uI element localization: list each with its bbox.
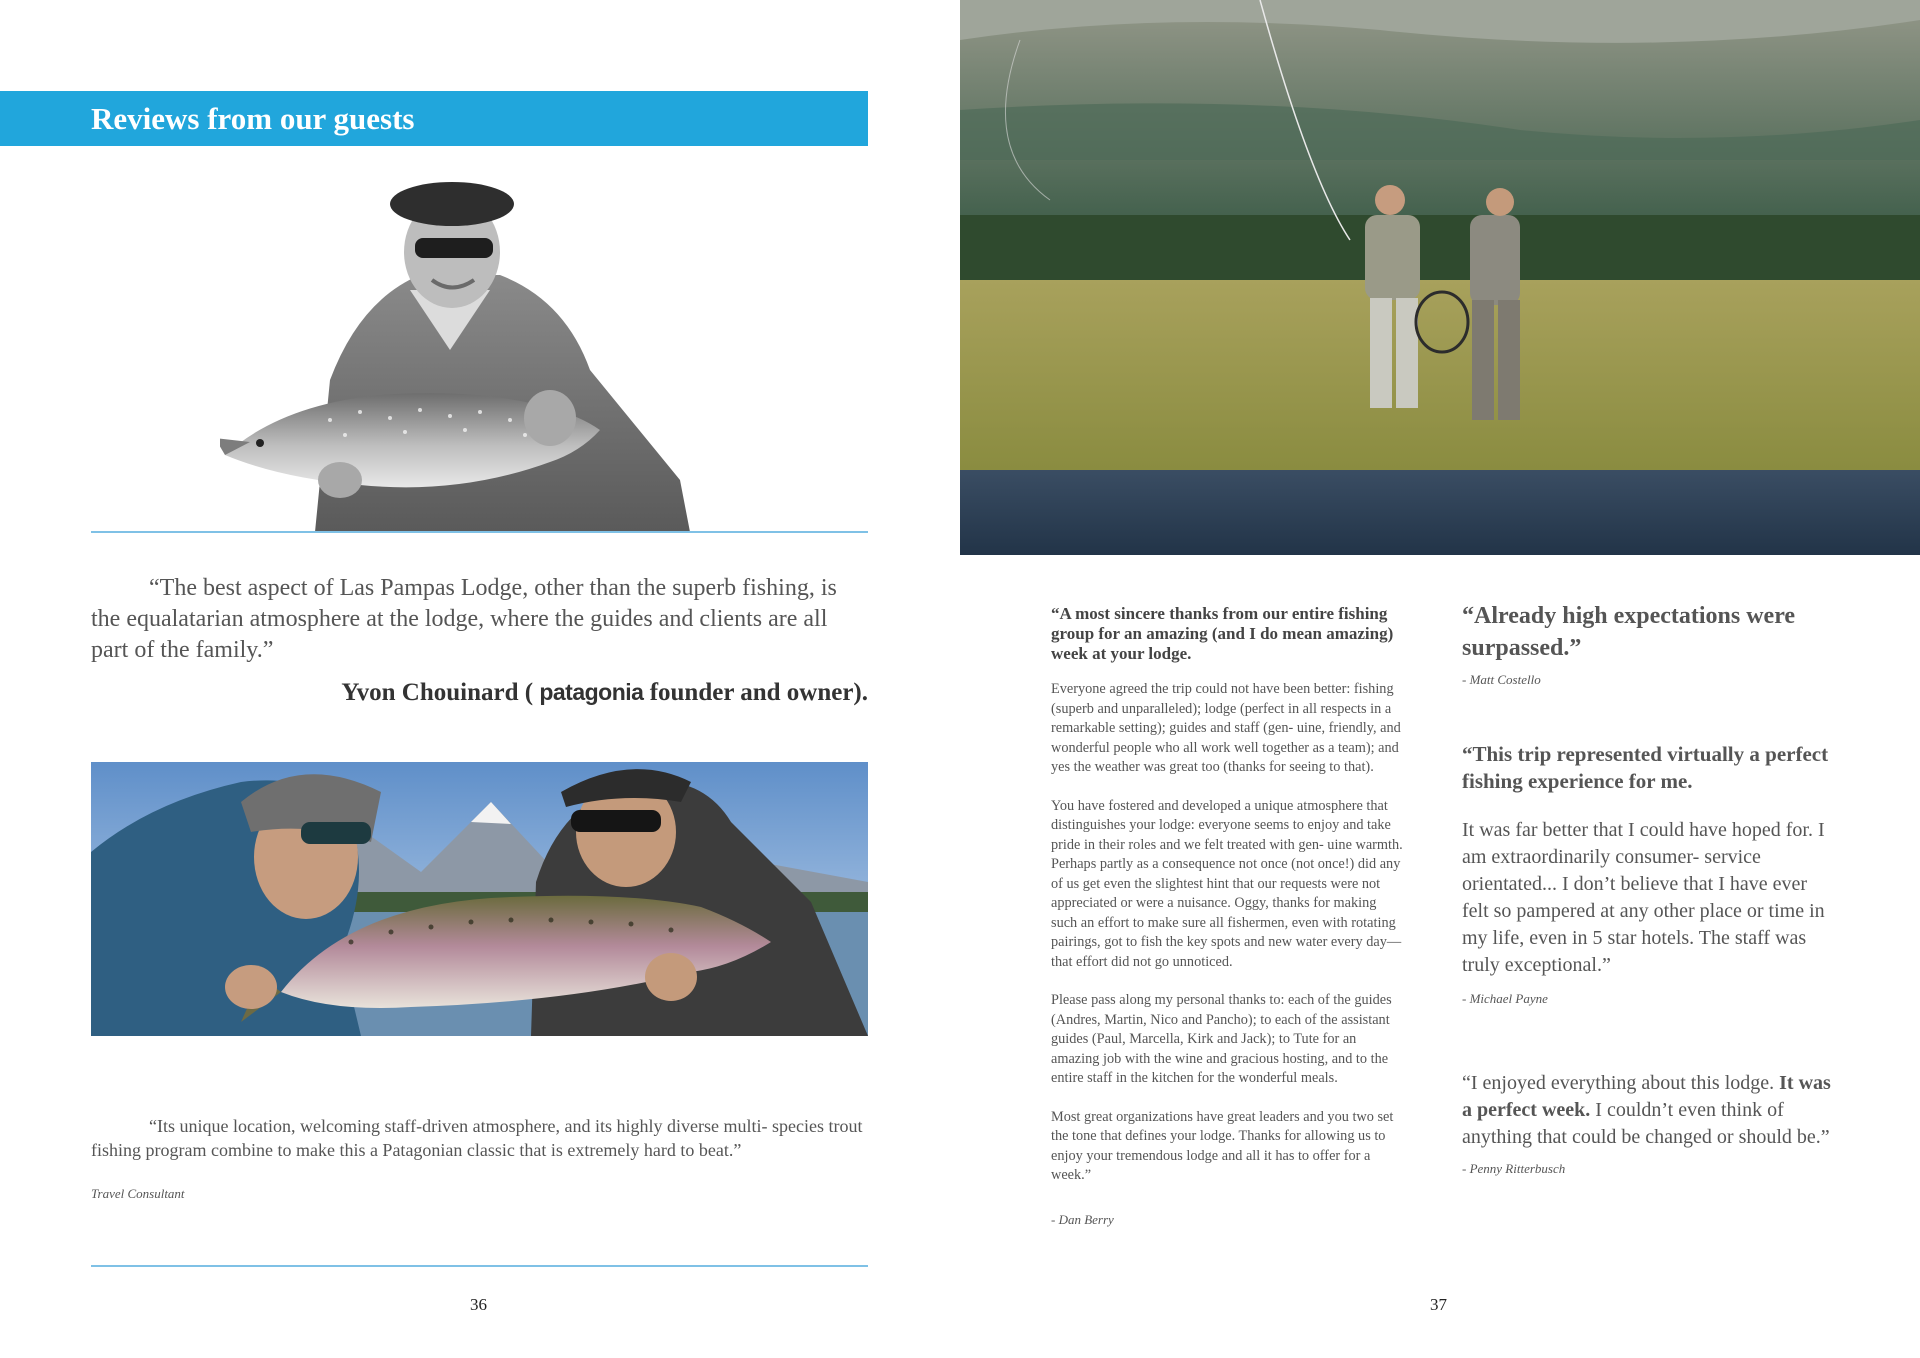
matt-costello-quote: “Already high expectations were surpassed.” (1462, 603, 1796, 661)
chouinard-attribution (91, 679, 868, 707)
page-title: Reviews from our guests (91, 101, 415, 136)
dan-berry-paragraph-2: You have fostered and developed a unique atmosphere that distinguishes your lodge: everyone seems to enjoy and take pride in their roles and we felt treated with gen- uine warmth. Perhaps partly as a consequence not once (not once!) did any of us get even the slightest hint that our requests were not appreciated or were a nuisance. Oggy, thanks for making such an effort to make sure all fishermen, even with rotating pairings, got to fish the key spots and new water every day—that effort did not go unnoticed. (1051, 797, 1403, 970)
dan-berry-paragraph-4: Most great organizations have great leaders and you two set the tone that defines your lodge. Thanks for allowing us to enjoy your tremendous lodge and all it has to offer for a week.” (1051, 1108, 1394, 1183)
patagonia-logo: patagonia (539, 679, 644, 705)
travel-consultant-author: Travel Consultant (91, 1186, 185, 1201)
page-number-left: 36 (470, 1295, 487, 1314)
section-banner (0, 91, 868, 146)
dan-berry-review (1051, 604, 1406, 1228)
matt-costello-review (1462, 600, 1832, 688)
penny-rest: I couldn’t even think of anything that could be changed or should be.” (1462, 1099, 1830, 1148)
fly-fishing-river-photo (960, 0, 1920, 555)
michael-payne-author: - Michael Payne (1462, 991, 1548, 1006)
dan-berry-heading: “A most sincere thanks from our entire fishing group for an amazing (and I do mean amazing) week at your lodge. (1051, 604, 1394, 663)
right-page (960, 0, 1920, 1358)
divider-top (91, 531, 868, 533)
penny-bold: It was a perfect week. (1462, 1072, 1831, 1121)
michael-payne-body: It was far better that I could have hoped for. I am extraordinarily consumer- service orientated... I don’t believe that I have ever felt so pampered at any other place or time in my life, even in 5 star hotels. The staff was truly exceptional.” (1462, 819, 1825, 976)
penny-ritterbusch-review (1462, 1070, 1832, 1177)
fisherman-portrait-photo (220, 180, 690, 532)
page-number-right: 37 (1430, 1295, 1447, 1314)
dan-berry-paragraph-1: Everyone agreed the trip could not have been better: fishing (superb and unparalleled); lodge (perfect in all respects in a remarkable setting); guides and staff (gen- uine, friendly, and wonderful people who all work well together as a team); and yes the weather was great too (thanks for seeing to that). (1051, 681, 1401, 775)
travel-consultant-quote: “Its unique location, welcoming staff-driven atmosphere, and its highly diverse multi- species trout fishing program combine to make this a Patagonian classic that is extremely hard to beat.” (91, 1116, 863, 1160)
dan-berry-paragraph-3: Please pass along my personal thanks to: each of the guides (Andres, Martin, Nico and Pancho); to each of the assistant guides (Paul, Marcella, Kirk and Jack); to Tute for an amazing job with the wine and gracious hosting, and to the entire staff in the kitchen for the wonderful meals. (1051, 992, 1392, 1086)
divider-bottom (91, 1265, 868, 1267)
michael-payne-heading: “This trip represented virtually a perfect fishing experience for me. (1462, 742, 1829, 793)
chouinard-quote: “The best aspect of Las Pampas Lodge, other than the superb fishing, is the equalatarian atmosphere at the lodge, where the guides and clients are all part of the family.” (91, 575, 837, 663)
penny-lead: “I enjoyed everything about this lodge. (1462, 1072, 1775, 1094)
penny-ritterbusch-author: - Penny Ritterbusch (1462, 1161, 1566, 1176)
michael-payne-review (1462, 741, 1832, 1007)
penny-ritterbusch-quote (1462, 1070, 1832, 1151)
anglers-with-rainbow-trout-photo (91, 762, 868, 1036)
attribution-name: Yvon Chouinard ( (341, 679, 534, 706)
matt-costello-author: - Matt Costello (1462, 672, 1541, 687)
dan-berry-author: - Dan Berry (1051, 1211, 1114, 1227)
attribution-role: founder and owner). (649, 679, 868, 706)
